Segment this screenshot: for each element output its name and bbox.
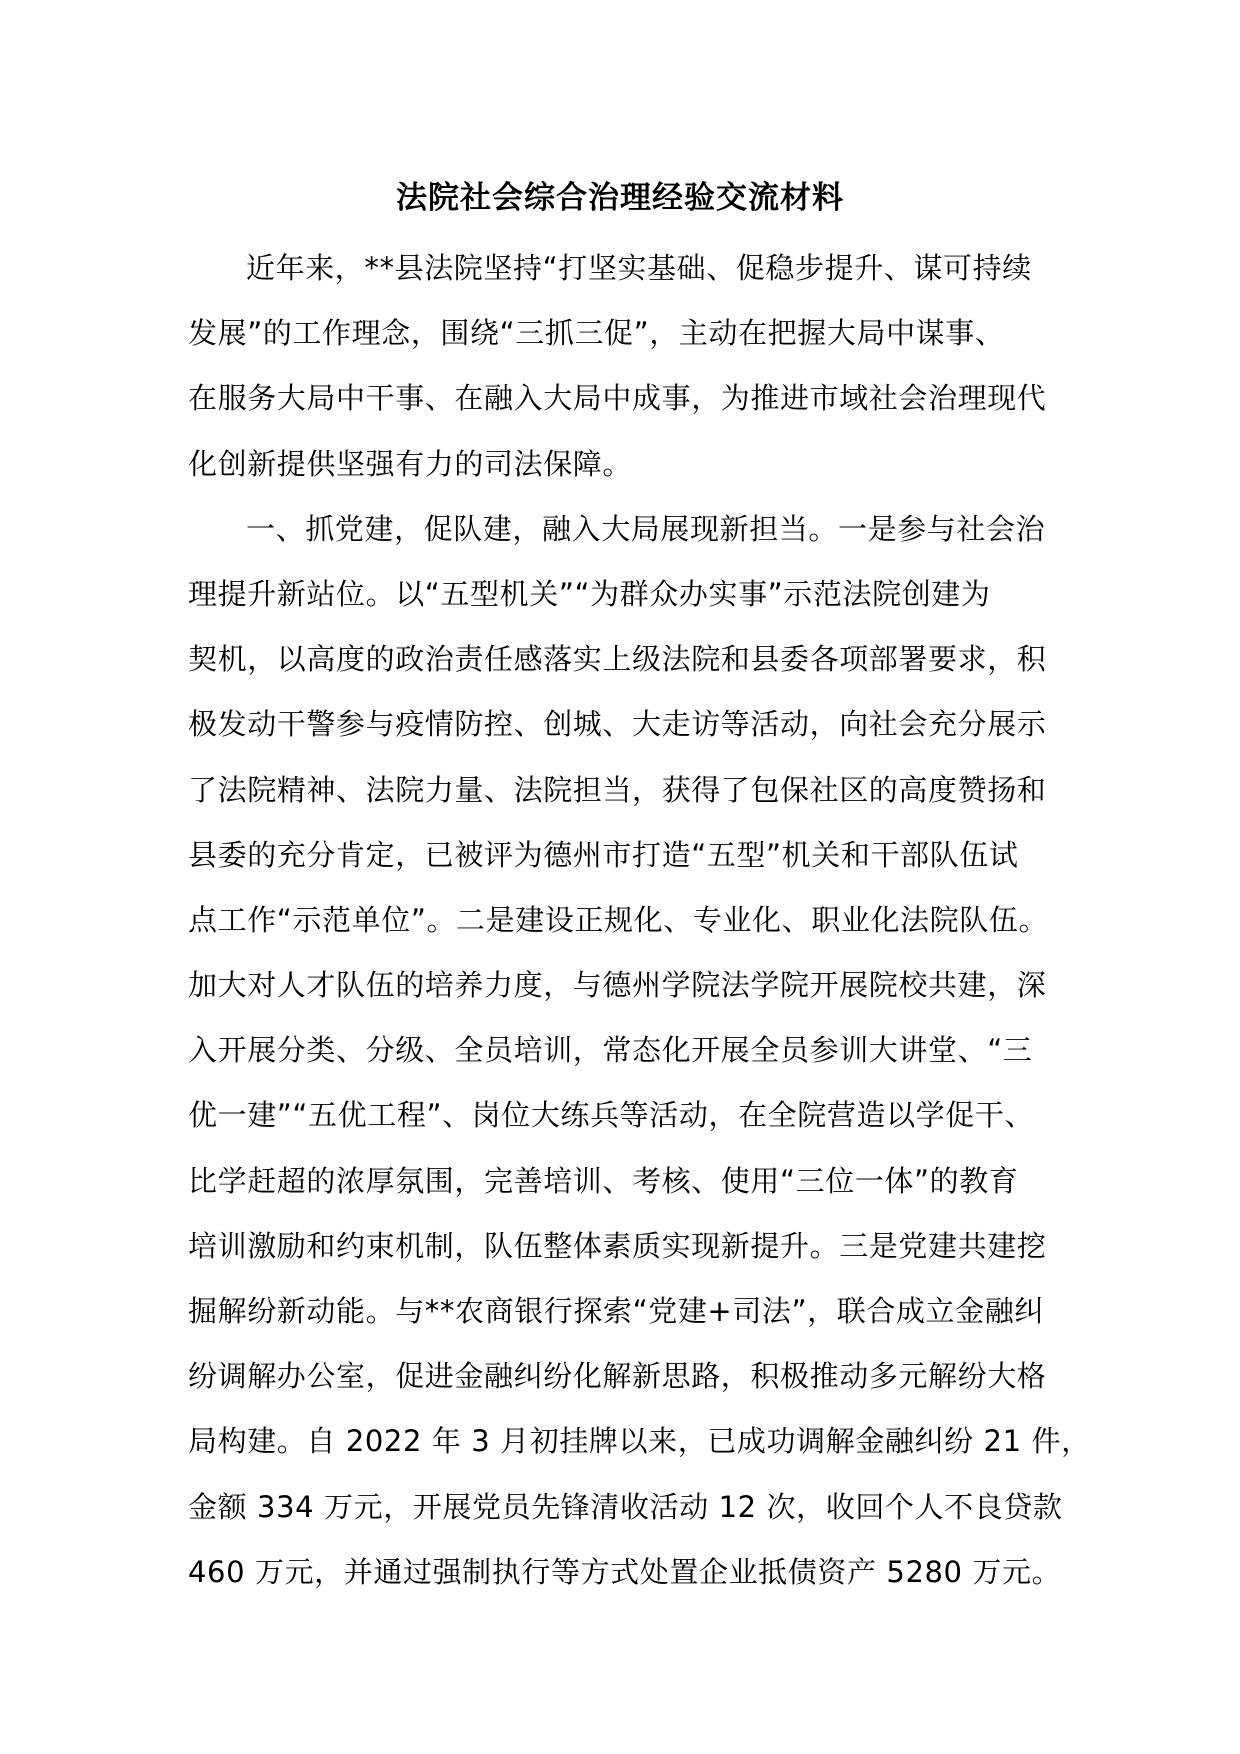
text-line: 加大对人才队伍的培养力度，与德州学院法学院开展院校共建，深 xyxy=(188,968,1047,1003)
text-line: 一、抓党建，促队建，融入大局展现新担当。一是参与社会治 xyxy=(246,511,1046,546)
document-body xyxy=(188,236,1091,1605)
text-line: 纷调解办公室，促进金融纠纷化解新思路，积极推动多元解纷大格 xyxy=(188,1359,1047,1394)
text-line: 优一建”“五优工程”、岗位大练兵等活动，在全院营造以学促干、 xyxy=(188,1098,1035,1133)
document-title: 法院社会综合治理经验交流材料 xyxy=(396,180,844,216)
text-line: 近年来，**县法院坚持“打坚实基础、促稳步提升、谋可持续 xyxy=(246,251,1032,285)
text-line: 局构建。自 2022 年 3 月初挂牌以来，已成功调解金融纠纷 21 件， xyxy=(188,1424,1091,1459)
text-line: 极发动干警参与疫情防控、创城、大走访等活动，向社会充分展示 xyxy=(188,707,1047,742)
text-line: 金额 334 万元，开展党员先锋清收活动 12 次，收回个人不良贷款 xyxy=(188,1489,1063,1524)
text-line: 比学赶超的浓厚氛围，完善培训、考核、使用“三位一体”的教育 xyxy=(188,1163,1019,1198)
text-line: 发展”的工作理念，围绕“三抓三促”，主动在把握大局中谋事、 xyxy=(188,316,1005,351)
text-line: 理提升新站位。以“五型机关”“为群众办实事”示范法院创建为 xyxy=(188,576,991,611)
text-line: 县委的充分肯定，已被评为德州市打造“五型”机关和干部队伍试 xyxy=(188,837,1019,872)
text-line: 契机，以高度的政治责任感落实上级法院和县委各项部署要求，积 xyxy=(188,642,1047,677)
text-line: 掘解纷新动能。与**农商银行探索“党建+司法”，联合成立金融纠 xyxy=(188,1294,1044,1328)
paragraph-section-one xyxy=(188,497,1091,1605)
text-line: 点工作“示范单位”。二是建设正规化、专业化、职业化法院队伍。 xyxy=(188,902,1049,937)
text-line: 了法院精神、法院力量、法院担当，获得了包保社区的高度赞扬和 xyxy=(188,772,1047,807)
text-line: 培训激励和约束机制，队伍整体素质实现新提升。三是党建共建挖 xyxy=(188,1228,1047,1263)
text-line: 460 万元，并通过强制执行等方式处置企业抵债资产 5280 万元。 xyxy=(188,1554,1062,1589)
text-line: 在服务大局中干事、在融入大局中成事，为推进市域社会治理现代 xyxy=(188,381,1047,416)
paragraph-intro xyxy=(188,236,1064,497)
text-line: 入开展分类、分级、全员培训，常态化开展全员参训大讲堂、“三 xyxy=(188,1033,1033,1068)
text-line: 化创新提供坚强有力的司法保障。 xyxy=(188,446,633,481)
